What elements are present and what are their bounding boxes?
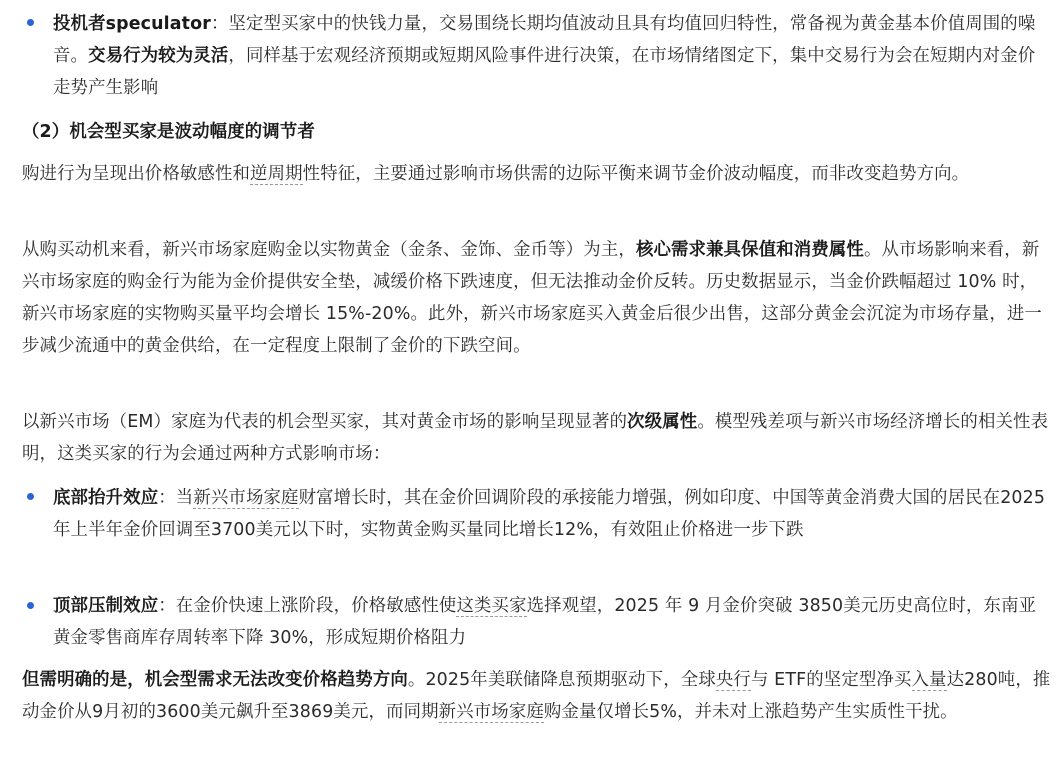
underlined-term: 新兴市场家庭 [438, 702, 544, 722]
bullet-colon: ： [158, 596, 176, 616]
bullet-term: 底部抬升效应 [53, 488, 159, 508]
paragraph-bold-text: 但需明确的是，机会型需求无法改变价格趋势方向 [22, 670, 408, 690]
paragraph-text: 与 ETF的坚定型净买 [750, 670, 912, 690]
paragraph-conclusion [22, 664, 1051, 728]
underlined-term: 新兴市场家庭 [193, 488, 299, 508]
bullet-term: 顶部压制效应 [53, 596, 159, 616]
bullet-text: 在金价快速上涨阶段，价格敏感性使 [175, 596, 457, 616]
paragraph-text-continued: 。从市场影响来看，新兴市场家庭的购金行为能为金价提供安全垫，减缓价格下跌速度，但无法推动金价反转。历史数据显示，当金价跌幅超过 10% 时，新兴市场家庭的实物购买量平均会增长 15%-20%。此外，新兴市场家庭买入黄金后很少出售，这部分黄金会沉淀为市场存量，进一步减少流通中的黄金供给，在一定程度上限制了金价的下跌空间。 [22, 240, 1042, 356]
underlined-term: 这类买家 [456, 596, 527, 616]
underlined-term: 央行 [715, 670, 751, 690]
bullet-top-pressure [53, 590, 1051, 654]
bullet-text: 坚定型买家中的快钱力量，交易围绕长期均值波动且具有均值回归特性，常备视为黄金基本价值周围的噪音。 [53, 14, 1036, 66]
paragraph-text: 以新兴市场（EM）家庭为代表的机会型买家，其对黄金市场的影响呈现显著的 [22, 412, 628, 432]
paragraph-bold-text: 核心需求兼具保值和消费属性 [635, 240, 864, 260]
paragraph-purchase-motive [22, 234, 1051, 362]
bullet-dot-icon [27, 602, 34, 609]
paragraph-text: 从购买动机来看，新兴市场家庭购金以实物黄金（金条、金饰、金币等）为主， [22, 240, 636, 260]
paragraph-text: 购金量仅增长5%，并未对上涨趋势产生实质性干扰。 [543, 702, 958, 722]
paragraph-bold-text: 次级属性 [627, 412, 698, 432]
paragraph-text-continued: 。模型残差项与新兴市场经济增长的相关性表明，这类买家的行为会通过两种方式影响市场： [22, 412, 1049, 464]
underlined-term: 入量 [911, 670, 947, 690]
bullet-bottom-support [53, 482, 1051, 546]
underlined-term: 逆周期 [250, 164, 303, 184]
paragraph-text: 达280吨，推动金价从9月初的3600美元飙升至3869美元，而同期 [22, 670, 1051, 722]
bullet-text-continued: 选择观望，2025 年 9 月金价突破 3850美元历史高位时，东南亚黄金零售商库存周转率下降 30%，形成短期价格阻力 [53, 596, 1037, 648]
bullet-term: 投机者speculator [53, 14, 211, 34]
bullet-dot-icon [27, 493, 34, 500]
paragraph-text: 购进行为呈现出价格敏感性和 [22, 164, 251, 184]
bullet-bold-text: 交易行为较为灵活 [88, 46, 229, 66]
section-heading: （2）机会型买家是波动幅度的调节者 [22, 122, 315, 142]
paragraph-secondary-attribute [22, 406, 1051, 470]
paragraph-price-sensitivity [22, 158, 1051, 190]
bullet-text-continued: ，同样基于宏观经济预期或短期风险事件进行决策，在市场情绪图定下，集中交易行为会在短期内对金价走势产生影响 [53, 46, 1036, 98]
bullet-colon: ： [210, 14, 229, 34]
bullet-dot-icon [27, 19, 34, 26]
bullet-colon: ： [158, 488, 176, 508]
paragraph-text-continued: 性特征，主要通过影响市场供需的边际平衡来调节金价波动幅度，而非改变趋势方向。 [302, 164, 970, 184]
bullet-speculator [53, 8, 1051, 104]
bullet-text: 当 [175, 488, 194, 508]
bullet-text-continued: 财富增长时，其在金价回调阶段的承接能力增强，例如印度、中国等黄金消费大国的居民在2025年上半年金价回调至3700美元以下时，实物黄金购买量同比增长12%，有效阻止价格进一步下跌 [53, 488, 1046, 540]
paragraph-text: 。2025年美联储降息预期驱动下，全球 [407, 670, 716, 690]
